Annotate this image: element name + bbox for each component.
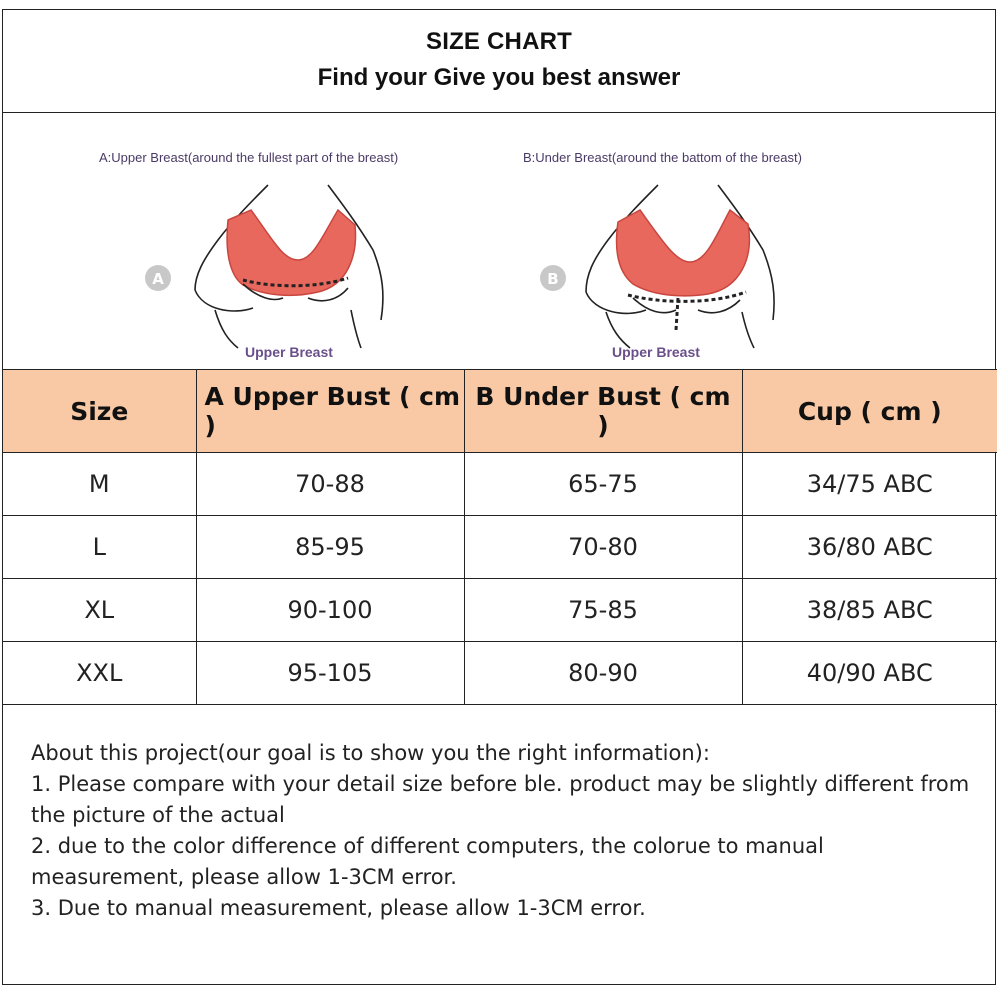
table-row	[3, 453, 997, 516]
garment-b	[617, 210, 750, 296]
figure-a-label: Upper Breast	[245, 344, 333, 360]
note-1: 1. Please compare with your detail size before ble. product may be slightly different from the picture of the actual	[31, 772, 970, 827]
page-title: SIZE CHART	[426, 28, 572, 55]
caption-under-breast: B:Under Breast(around the battom of the breast)	[523, 150, 802, 165]
cell-under-bust: 80-90	[464, 642, 742, 705]
cell-cup: 34/75 ABC	[742, 453, 997, 516]
header-under-bust: B Under Bust ( cm )	[464, 370, 742, 453]
cell-under-bust: 70-80	[464, 516, 742, 579]
note-2: 2. due to the color difference of different computers, the colorue to manual measurement, please allow 1-3CM error.	[31, 834, 824, 889]
caption-upper-breast: A:Upper Breast(around the fullest part of the breast)	[99, 150, 399, 165]
header-size: Size	[3, 370, 196, 453]
badge-a	[145, 265, 171, 291]
page-subtitle: Find your Give you best answer	[317, 64, 681, 91]
cell-under-bust: 65-75	[464, 453, 742, 516]
notes-intro: About this project(our goal is to show you the right information):	[31, 741, 710, 765]
size-chart-frame	[2, 9, 996, 985]
size-table	[3, 369, 997, 705]
table-row	[3, 642, 997, 705]
cell-upper-bust: 95-105	[196, 642, 464, 705]
upper-breast-figure	[133, 180, 403, 350]
cell-upper-bust: 85-95	[196, 516, 464, 579]
cell-cup: 36/80 ABC	[742, 516, 997, 579]
notes-section	[31, 738, 981, 924]
cell-size: M	[3, 453, 196, 516]
header-upper-bust: A Upper Bust ( cm )	[196, 370, 464, 453]
cell-cup: 38/85 ABC	[742, 579, 997, 642]
table-row	[3, 516, 997, 579]
badge-b	[540, 265, 566, 291]
under-breast-figure	[528, 180, 798, 350]
figure-b-label: Upper Breast	[612, 344, 700, 360]
cell-size: L	[3, 516, 196, 579]
badge-b-label: B	[547, 270, 559, 288]
cell-under-bust: 75-85	[464, 579, 742, 642]
cell-cup: 40/90 ABC	[742, 642, 997, 705]
cell-size: XXL	[3, 642, 196, 705]
measurement-illustrations	[3, 112, 995, 369]
table-row	[3, 579, 997, 642]
cell-upper-bust: 90-100	[196, 579, 464, 642]
chart-header	[3, 10, 995, 113]
cell-upper-bust: 70-88	[196, 453, 464, 516]
note-3: 3. Due to manual measurement, please allow 1-3CM error.	[31, 896, 646, 920]
cell-size: XL	[3, 579, 196, 642]
header-cup: Cup ( cm )	[742, 370, 997, 453]
table-header-row	[3, 370, 997, 453]
badge-a-label: A	[152, 270, 164, 288]
